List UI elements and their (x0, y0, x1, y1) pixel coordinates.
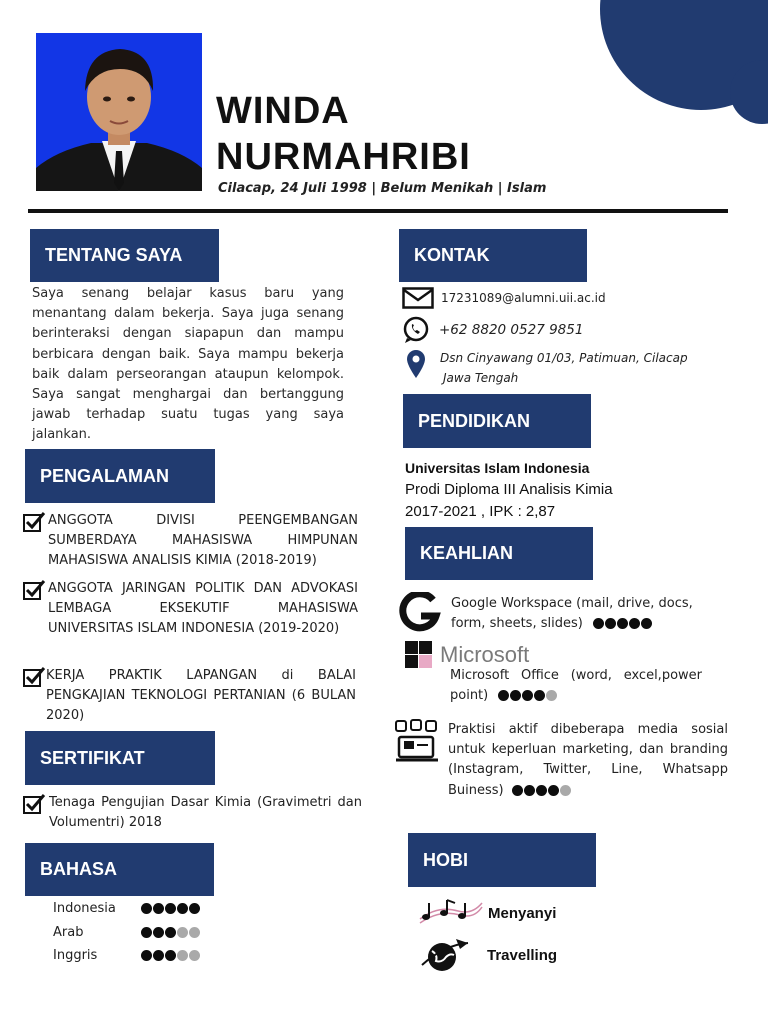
rating-dot-filled (641, 618, 652, 629)
rating-dot-empty (560, 785, 571, 796)
header-divider (28, 209, 728, 213)
rating-dot-empty (546, 690, 557, 701)
hobby-label: Travelling (487, 946, 558, 964)
language-rating (141, 927, 200, 938)
rating-dot-filled (629, 618, 640, 629)
language-name: Indonesia (53, 901, 116, 916)
skill-text: Praktisi aktif dibeberapa media sosial untuk keperluan marketing, dan branding (Instagram, Twitter, Line, Whatsapp Buiness) (448, 722, 728, 798)
rating-dot-filled (548, 785, 559, 796)
checkbox-icon (22, 511, 46, 533)
microsoft-wordmark: Microsoft (440, 641, 530, 667)
personal-info-line: Cilacap, 24 Juli 1998 | Belum Menikah | Islam (218, 181, 547, 196)
rating-dot-empty (177, 950, 188, 961)
certificate-text: Tenaga Pengujian Dasar Kimia (Gravimetri dan Volumentri) 2018 (49, 795, 362, 831)
microsoft-logo-icon (405, 641, 529, 668)
skills-heading: KEAHLIAN (405, 527, 593, 580)
hobby-item (418, 897, 556, 929)
name-line-2: NURMAHRIBI (216, 136, 471, 178)
address-text (440, 348, 688, 388)
experience-text: KERJA PRAKTIK LAPANGAN di BALAI PENGKAJIAN TEKNOLOGI PERTANIAN (6 BULAN 2020) (46, 668, 356, 724)
rating-dot-empty (189, 950, 200, 961)
rating-dot-filled (165, 903, 176, 914)
certificate-heading: SERTIFIKAT (25, 731, 215, 785)
checkbox-icon (22, 793, 46, 815)
rating-dot-filled (536, 785, 547, 796)
experience-text: ANGGOTA DIVISI PEENGEMBANGAN SUMBERDAYA MAHASISWA HIMPUNAN MAHASISWA ANALISIS KIMIA (2018-2019) (48, 513, 358, 569)
hobby-label: Menyanyi (488, 904, 557, 922)
rating-dot-filled (153, 903, 164, 914)
person-name (216, 88, 471, 180)
experience-text: ANGGOTA JARINGAN POLITIK DAN ADVOKASI LEMBAGA EKSEKUTIF MAHASISWA UNIVERSITAS ISLAM INDONESIA (2019-2020) (48, 581, 358, 637)
education-block (405, 457, 613, 523)
hobby-item (420, 935, 557, 975)
rating-dot-filled (522, 690, 533, 701)
experience-item (22, 511, 358, 572)
rating-dot-filled (141, 950, 152, 961)
location-pin-icon (405, 348, 427, 380)
whatsapp-icon (402, 316, 430, 344)
profile-photo (36, 33, 202, 191)
rating-dot-filled (593, 618, 604, 629)
music-notes-icon (418, 897, 484, 929)
skill-item (450, 666, 702, 706)
about-text: Saya senang belajar kasus baru yang menantang dalam bekerja. Saya juga senang berinteraksi dengan siapapun dan mampu berbicara dengan baik. Saya mampu bekerja baik dalam perseorangan ataupun kelompok. Saya sangat menghargai dan bertanggung jawab terhadap suatu tugas yang saya jalankan. (32, 286, 344, 443)
skill-text: Microsoft Office (word, excel,power point) (450, 668, 702, 704)
address-line-1: Dsn Cinyawang 01/03, Patimuan, Cilacap (440, 351, 688, 365)
skill-item (448, 720, 728, 801)
social-media-icon (394, 719, 440, 763)
rating-dot-empty (189, 927, 200, 938)
rating-dot-filled (165, 950, 176, 961)
study-period: 2017-2021 , IPK : 2,87 (405, 503, 556, 520)
language-rating (141, 903, 200, 914)
skill-item (451, 594, 711, 634)
rating-dot-filled (524, 785, 535, 796)
mail-icon (402, 287, 434, 309)
rating-dot-filled (141, 903, 152, 914)
rating-dot-filled (498, 690, 509, 701)
email-text[interactable]: 17231089@alumni.uii.ac.id (441, 291, 606, 305)
rating-dot-filled (177, 903, 188, 914)
checkbox-icon (22, 579, 46, 601)
contact-address (405, 348, 688, 388)
rating-dot-filled (534, 690, 545, 701)
certificate-item (22, 793, 362, 833)
rating-dot-filled (605, 618, 616, 629)
rating-dot-filled (165, 927, 176, 938)
language-name: Inggris (53, 948, 98, 963)
language-name: Arab (53, 925, 84, 940)
rating-dot-filled (153, 950, 164, 961)
rating-dot-filled (141, 927, 152, 938)
language-rating (141, 950, 200, 961)
study-program: Prodi Diploma III Analisis Kimia (405, 481, 613, 498)
rating-dot-empty (177, 927, 188, 938)
rating-dot-filled (617, 618, 628, 629)
university-name: Universitas Islam Indonesia (405, 460, 590, 476)
address-line-2: Jawa Tengah (443, 371, 519, 385)
language-row (53, 901, 200, 916)
experience-heading: PENGALAMAN (25, 449, 215, 503)
google-logo-icon (399, 592, 441, 632)
skill-rating (512, 785, 571, 796)
skill-rating (593, 618, 652, 629)
rating-dot-filled (153, 927, 164, 938)
phone-text[interactable]: +62 8820 0527 9851 (439, 322, 584, 338)
contact-email (402, 287, 606, 309)
language-heading: BAHASA (25, 843, 214, 896)
contact-phone (402, 316, 583, 344)
hobby-heading: HOBI (408, 833, 596, 887)
skill-rating (498, 690, 557, 701)
language-row (53, 925, 200, 940)
experience-item (22, 579, 358, 640)
rating-dot-filled (189, 903, 200, 914)
skill-text: Google Workspace (mail, drive, docs, form, sheets, slides) (451, 596, 693, 632)
about-heading: TENTANG SAYA (30, 229, 219, 282)
name-line-1: WINDA (216, 90, 350, 132)
rating-dot-filled (512, 785, 523, 796)
language-row (53, 948, 200, 963)
microsoft-squares-icon (405, 641, 432, 668)
checkbox-icon (22, 666, 46, 688)
experience-item (22, 666, 356, 727)
contact-heading: KONTAK (399, 229, 587, 282)
travel-globe-icon (420, 935, 470, 975)
education-heading: PENDIDIKAN (403, 394, 591, 448)
rating-dot-filled (510, 690, 521, 701)
